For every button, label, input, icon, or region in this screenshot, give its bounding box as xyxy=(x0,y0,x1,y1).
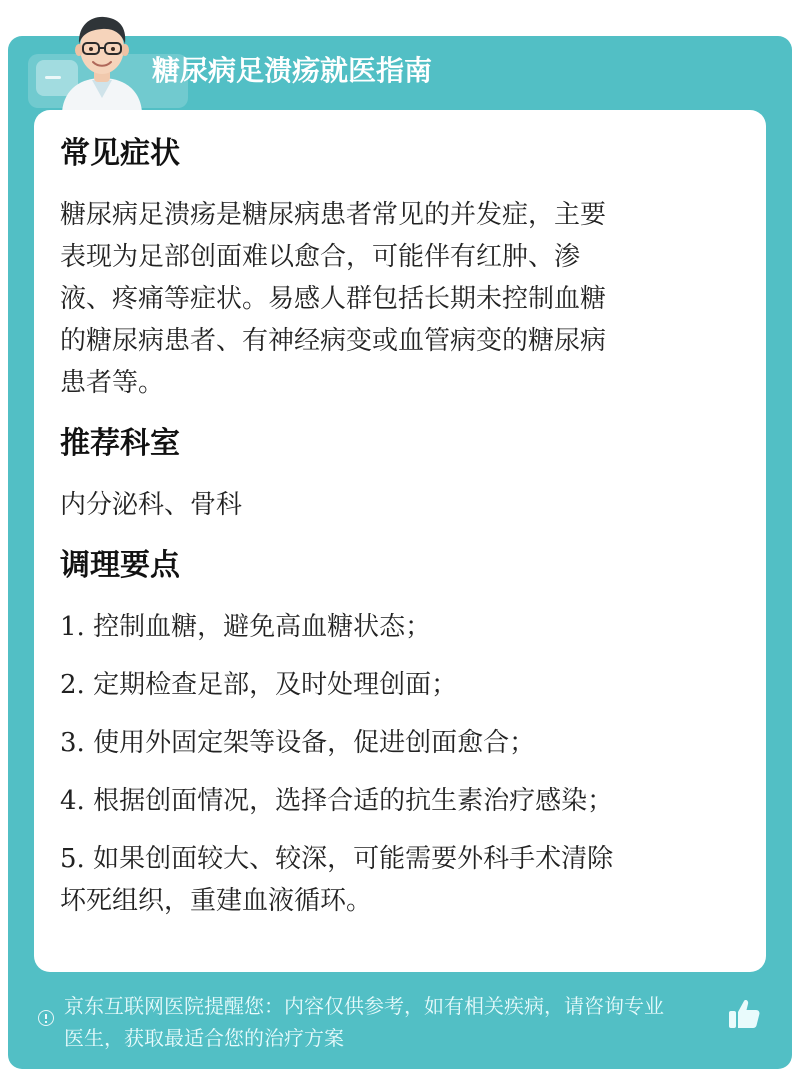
list-text: 使用外固定架等设备，促进创面愈合； xyxy=(93,728,536,758)
disclaimer-footer xyxy=(8,984,792,1064)
content-body xyxy=(60,132,724,922)
list-text: 定期检查足部，及时处理创面； xyxy=(93,670,458,700)
disclaimer-text xyxy=(64,990,728,1054)
section-title-departments: 推荐科室 xyxy=(60,426,180,461)
list-number: 4. xyxy=(60,786,85,816)
section-title-care: 调理要点 xyxy=(60,548,180,583)
content-card xyxy=(34,110,766,972)
disclaimer-line: 京东互联网医院提醒您：内容仅供参考，如有相关疾病，请咨询专业 xyxy=(64,994,664,1018)
disclaimer-line: 医生，获取最适合您的治疗方案 xyxy=(64,1026,344,1050)
symptoms-line: 的糖尿病患者、有神经病变或血管病变的糖尿病 xyxy=(60,326,607,356)
list-text: 根据创面情况，选择合适的抗生素治疗感染； xyxy=(93,786,614,816)
info-icon xyxy=(38,1010,54,1026)
symptoms-line: 患者等。 xyxy=(60,368,165,398)
list-number: 2. xyxy=(60,670,85,700)
list-number: 1. xyxy=(60,612,85,642)
list-item xyxy=(60,838,724,880)
list-item xyxy=(60,664,724,706)
thumbs-up-icon[interactable] xyxy=(726,996,762,1032)
section-title-symptoms: 常见症状 xyxy=(60,136,180,171)
list-number: 5. xyxy=(60,844,85,874)
departments-text: 内分泌科、骨科 xyxy=(60,490,243,520)
list-item xyxy=(60,780,724,822)
page-title: 糖尿病足溃疡就医指南 xyxy=(152,54,433,87)
list-item-continuation: 坏死组织，重建血液循环。 xyxy=(60,886,373,916)
symptoms-line: 表现为足部创面难以愈合，可能伴有红肿、渗 xyxy=(60,242,581,272)
list-item xyxy=(60,606,724,648)
list-text: 如果创面较大、较深，可能需要外科手术清除 xyxy=(93,844,614,874)
symptoms-line: 液、疼痛等症状。易感人群包括长期未控制血糖 xyxy=(60,284,607,314)
list-item xyxy=(60,722,724,764)
list-number: 3. xyxy=(60,728,85,758)
list-text: 控制血糖，避免高血糖状态； xyxy=(93,612,432,642)
symptoms-line: 糖尿病足溃疡是糖尿病患者常见的并发症，主要 xyxy=(60,200,607,230)
doctor-avatar xyxy=(52,8,152,112)
